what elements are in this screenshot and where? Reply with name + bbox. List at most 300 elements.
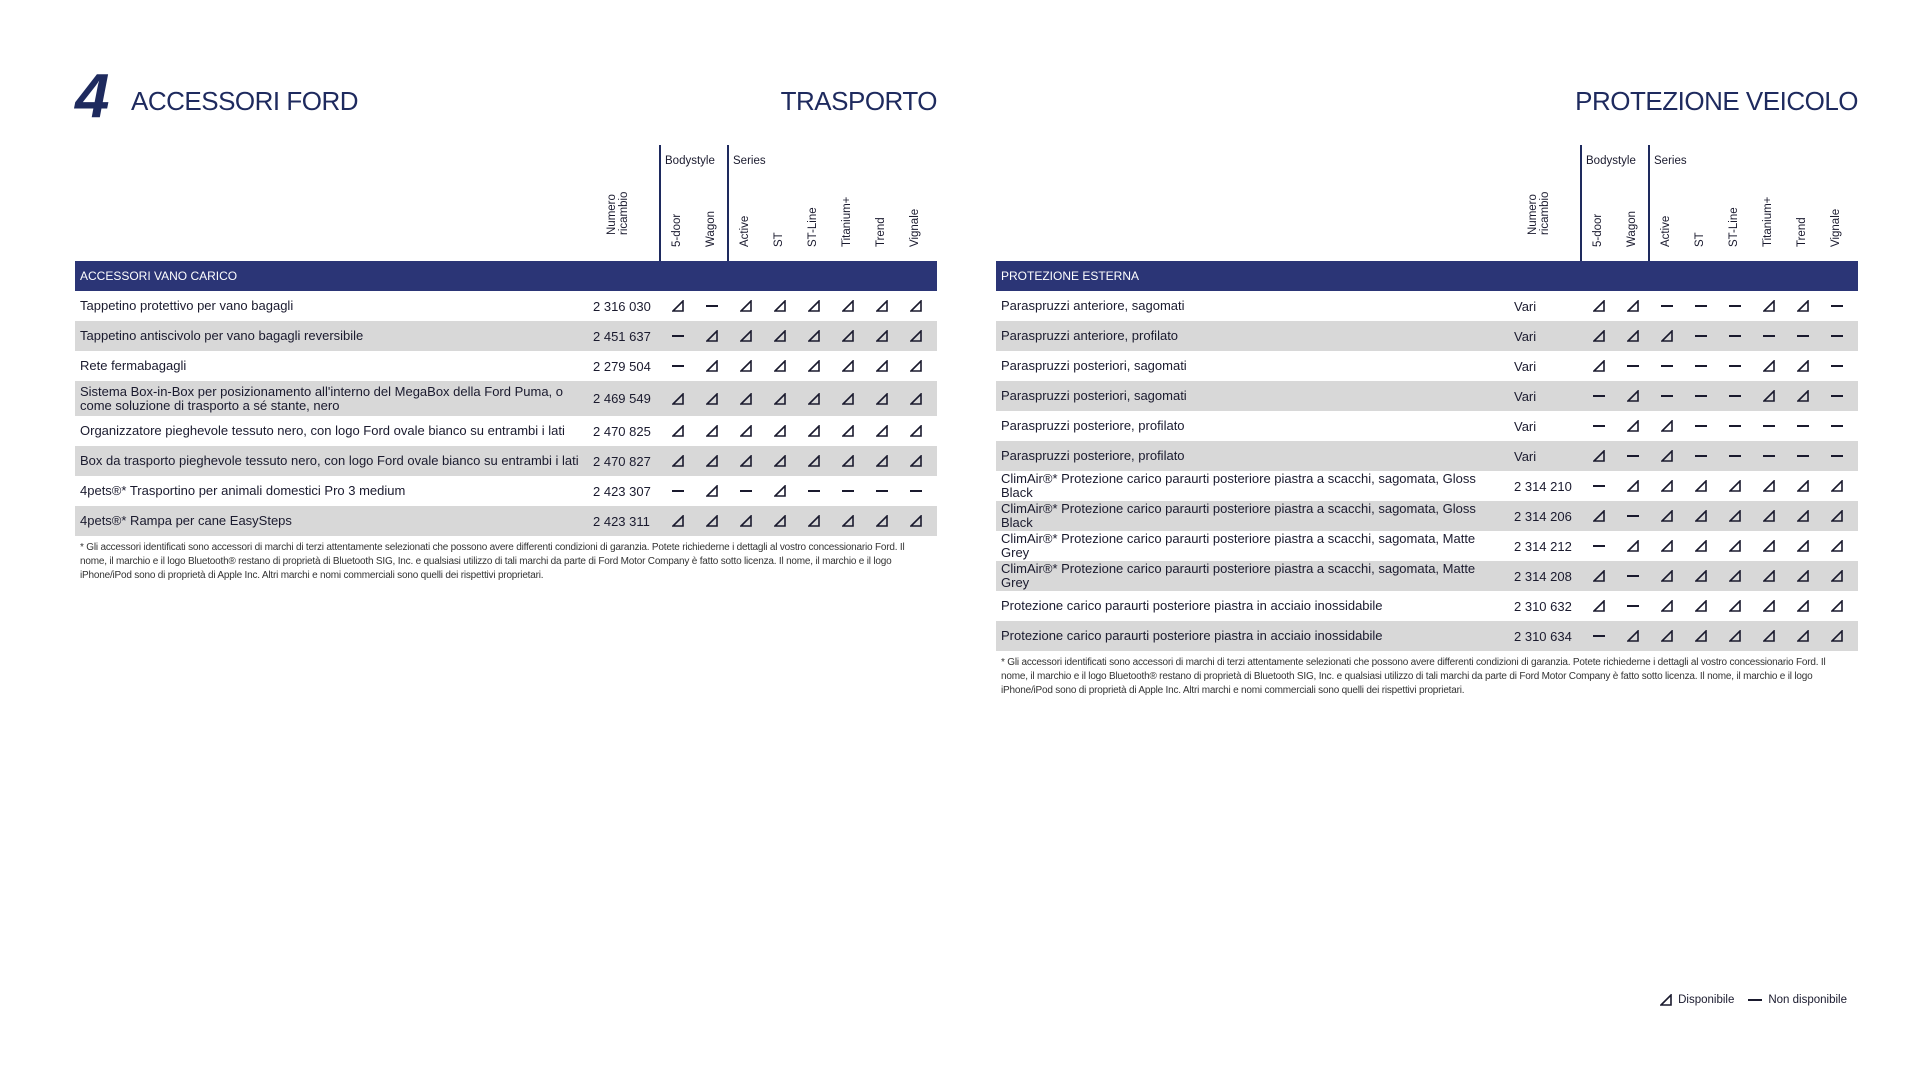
availability-cell bbox=[899, 506, 933, 536]
available-icon bbox=[1627, 300, 1639, 312]
availability-cell bbox=[1820, 531, 1854, 561]
table-row bbox=[996, 351, 1858, 381]
available-icon bbox=[1661, 330, 1673, 342]
part-number: 2 451 637 bbox=[593, 328, 651, 344]
availability-cell bbox=[797, 446, 831, 476]
dash-icon bbox=[1763, 425, 1775, 427]
availability-cell bbox=[1786, 531, 1820, 561]
available-icon bbox=[740, 360, 752, 372]
item-description: Sistema Box-in-Box per posizionamento all'interno del MegaBox della Ford Puma, o come soluzione di trasporto a sé stante, nero bbox=[80, 383, 564, 413]
availability-cell bbox=[1684, 441, 1718, 471]
item-description: Box da trasporto pieghevole tessuto nero, con logo Ford ovale bianco su entrambi i lati bbox=[80, 453, 579, 468]
available-icon bbox=[876, 425, 888, 437]
availability-cell bbox=[1820, 411, 1854, 441]
group-heading: ACCESSORI VANO CARICO bbox=[75, 261, 937, 291]
column-header-text: Wagon bbox=[705, 210, 717, 247]
column-header-text: Vignale bbox=[1830, 208, 1842, 247]
availability-cell bbox=[899, 351, 933, 381]
legend-available-label: Disponibile bbox=[1678, 994, 1735, 1006]
dash-icon bbox=[1593, 395, 1605, 397]
item-description: ClimAir®* Protezione carico paraurti posteriore piastra a scacchi, sagomata, Matte Grey bbox=[1001, 561, 1476, 590]
available-icon bbox=[842, 425, 854, 437]
available-icon bbox=[842, 515, 854, 527]
available-icon bbox=[842, 360, 854, 372]
column-header bbox=[1650, 169, 1684, 259]
availability-cell bbox=[1616, 591, 1650, 621]
table-row bbox=[996, 561, 1858, 591]
available-icon bbox=[1797, 630, 1809, 642]
table-row bbox=[75, 321, 937, 351]
dash-icon bbox=[1695, 425, 1707, 427]
availability-cell bbox=[729, 416, 763, 446]
availability-cell bbox=[1582, 621, 1616, 651]
dash-icon bbox=[1763, 335, 1775, 337]
dash-icon bbox=[1797, 335, 1809, 337]
table-row bbox=[75, 476, 937, 506]
available-icon bbox=[910, 330, 922, 342]
item-description: Paraspruzzi anteriore, sagomati bbox=[1001, 298, 1185, 313]
available-icon bbox=[1695, 570, 1707, 582]
dash-icon bbox=[740, 490, 752, 492]
availability-cell bbox=[1684, 561, 1718, 591]
available-icon bbox=[1763, 570, 1775, 582]
available-icon bbox=[1831, 510, 1843, 522]
dash-icon bbox=[1695, 455, 1707, 457]
available-icon bbox=[1729, 600, 1741, 612]
table-row bbox=[996, 531, 1858, 561]
dash-icon bbox=[1627, 515, 1639, 517]
availability-cell bbox=[1684, 351, 1718, 381]
dash-icon bbox=[1627, 605, 1639, 607]
available-icon bbox=[910, 455, 922, 467]
available-icon bbox=[1763, 600, 1775, 612]
availability-cell bbox=[1616, 411, 1650, 441]
column-header-text: Wagon bbox=[1626, 210, 1638, 247]
availability-cell bbox=[763, 321, 797, 351]
available-icon bbox=[808, 393, 820, 405]
group-label-bodystyle: Bodystyle bbox=[665, 155, 715, 167]
availability-cell bbox=[1718, 411, 1752, 441]
availability-cell bbox=[1684, 501, 1718, 531]
availability-cell bbox=[1582, 591, 1616, 621]
available-icon bbox=[774, 455, 786, 467]
availability-cell bbox=[1650, 471, 1684, 501]
dash-icon bbox=[1729, 305, 1741, 307]
availability-cell bbox=[729, 381, 763, 416]
availability-cell bbox=[1650, 501, 1684, 531]
available-icon bbox=[740, 330, 752, 342]
availability-cell bbox=[1650, 291, 1684, 321]
availability-cell bbox=[729, 506, 763, 536]
available-icon bbox=[740, 425, 752, 437]
availability-cell bbox=[1650, 321, 1684, 351]
availability-cell bbox=[695, 291, 729, 321]
availability-cell bbox=[661, 446, 695, 476]
availability-cell bbox=[661, 381, 695, 416]
availability-cell bbox=[1752, 591, 1786, 621]
column-header bbox=[1684, 169, 1718, 259]
dash-icon bbox=[808, 490, 820, 492]
column-header-text: ST-Line bbox=[1728, 207, 1740, 247]
availability-cell bbox=[1820, 591, 1854, 621]
part-number: 2 470 825 bbox=[593, 423, 651, 439]
availability-cell bbox=[1718, 621, 1752, 651]
part-number: 2 423 307 bbox=[593, 483, 651, 499]
available-icon bbox=[1797, 600, 1809, 612]
available-icon bbox=[774, 485, 786, 497]
availability-cell bbox=[1684, 621, 1718, 651]
availability-cell bbox=[1582, 441, 1616, 471]
availability-cell bbox=[1752, 351, 1786, 381]
availability-cell bbox=[763, 446, 797, 476]
availability-cell bbox=[763, 351, 797, 381]
available-icon bbox=[808, 300, 820, 312]
available-icon bbox=[1695, 480, 1707, 492]
table-row bbox=[75, 506, 937, 536]
availability-cell bbox=[831, 476, 865, 506]
column-header-text: Titanium+ bbox=[841, 196, 853, 247]
availability-cell bbox=[1650, 351, 1684, 381]
availability-cell bbox=[1616, 501, 1650, 531]
available-icon bbox=[876, 393, 888, 405]
part-number: Vari bbox=[1514, 358, 1537, 374]
availability-cell bbox=[865, 291, 899, 321]
dash-icon bbox=[1729, 395, 1741, 397]
availability-cell bbox=[1820, 471, 1854, 501]
availability-cell bbox=[661, 321, 695, 351]
availability-cell bbox=[1650, 411, 1684, 441]
column-header-part-number-text: Numero ricambio bbox=[606, 191, 630, 235]
availability-cell bbox=[1718, 291, 1752, 321]
available-icon bbox=[740, 393, 752, 405]
dash-icon bbox=[1593, 545, 1605, 547]
item-description: Organizzatore pieghevole tessuto nero, con logo Ford ovale bianco su entrambi i lati bbox=[80, 423, 565, 438]
availability-cell bbox=[1786, 561, 1820, 591]
available-icon bbox=[1695, 510, 1707, 522]
column-header bbox=[695, 169, 729, 259]
available-icon bbox=[774, 300, 786, 312]
availability-cell bbox=[1582, 351, 1616, 381]
availability-cell bbox=[1786, 591, 1820, 621]
available-icon bbox=[1729, 540, 1741, 552]
item-description: 4pets®* Trasportino per animali domestici Pro 3 medium bbox=[80, 483, 406, 498]
availability-cell bbox=[831, 416, 865, 446]
available-icon bbox=[910, 300, 922, 312]
availability-cell bbox=[1582, 471, 1616, 501]
availability-cell bbox=[1752, 561, 1786, 591]
dash-icon bbox=[1729, 455, 1741, 457]
availability-cell bbox=[1752, 531, 1786, 561]
availability-cell bbox=[695, 351, 729, 381]
availability-cell bbox=[661, 351, 695, 381]
availability-cell bbox=[865, 416, 899, 446]
table-row bbox=[75, 351, 937, 381]
column-header-text: Trend bbox=[875, 217, 887, 247]
item-description: ClimAir®* Protezione carico paraurti posteriore piastra a scacchi, sagomata, Gloss Black bbox=[1001, 471, 1476, 500]
item-description: Paraspruzzi posteriori, sagomati bbox=[1001, 358, 1187, 373]
availability-cell bbox=[831, 351, 865, 381]
availability-cell bbox=[1820, 321, 1854, 351]
dash-icon bbox=[1695, 305, 1707, 307]
availability-cell bbox=[1650, 381, 1684, 411]
availability-cell bbox=[661, 506, 695, 536]
footnote: * Gli accessori identificati sono accessori di marchi di terzi attentamente selezionati che possono avere differenti condizioni di garanzia. Potete richiederne i dettagli al vostro concessionario Ford. Il nome, il marchio e il logo Bluetooth® restano di proprietà di Bluetooth SIG, Inc. e qualsiasi utilizzo di tali marchi da parte di Ford Motor Company è fatto sotto licenza. Il nome, il marchio e il logo iPhone/iPod sono di proprietà di Apple Inc. Altri marchi e nomi commerciali sono quelli dei rispettivi proprietari. bbox=[1001, 657, 1826, 696]
available-icon bbox=[876, 455, 888, 467]
dash-icon bbox=[1593, 425, 1605, 427]
dash-icon bbox=[1797, 455, 1809, 457]
table-row bbox=[996, 621, 1858, 651]
column-header-text: ST bbox=[773, 232, 785, 247]
availability-cell bbox=[1752, 291, 1786, 321]
availability-cell bbox=[865, 476, 899, 506]
available-icon bbox=[706, 330, 718, 342]
available-icon bbox=[1797, 540, 1809, 552]
available-icon bbox=[1831, 600, 1843, 612]
availability-cell bbox=[831, 321, 865, 351]
availability-cell bbox=[797, 476, 831, 506]
column-header-text: Trend bbox=[1796, 217, 1808, 247]
table-row bbox=[996, 501, 1858, 531]
available-icon bbox=[1831, 480, 1843, 492]
column-header-text: Active bbox=[1660, 215, 1672, 247]
column-header bbox=[797, 169, 831, 259]
table-body bbox=[996, 291, 1858, 651]
available-icon bbox=[706, 393, 718, 405]
item-description: Paraspruzzi posteriore, profilato bbox=[1001, 418, 1185, 433]
availability-cell bbox=[1582, 531, 1616, 561]
dash-icon bbox=[1627, 455, 1639, 457]
availability-cell bbox=[865, 381, 899, 416]
availability-cell bbox=[831, 381, 865, 416]
available-icon bbox=[808, 330, 820, 342]
dash-icon bbox=[1695, 365, 1707, 367]
available-icon bbox=[842, 330, 854, 342]
part-number: 2 310 632 bbox=[1514, 598, 1572, 614]
dash-icon bbox=[1627, 365, 1639, 367]
availability-cell bbox=[695, 446, 729, 476]
availability-cell bbox=[1786, 501, 1820, 531]
item-description: Protezione carico paraurti posteriore piastra in acciaio inossidabile bbox=[1001, 628, 1383, 643]
availability-cell bbox=[1684, 411, 1718, 441]
availability-cell bbox=[1650, 561, 1684, 591]
available-icon bbox=[1661, 480, 1673, 492]
availability-cell bbox=[729, 291, 763, 321]
available-icon bbox=[774, 515, 786, 527]
legend-not-available-label: Non disponibile bbox=[1768, 994, 1847, 1006]
available-icon bbox=[672, 455, 684, 467]
availability-cell bbox=[797, 381, 831, 416]
availability-cell bbox=[1616, 531, 1650, 561]
column-header bbox=[899, 169, 933, 259]
dash-icon bbox=[1831, 425, 1843, 427]
table-row bbox=[75, 381, 937, 416]
available-icon bbox=[1831, 540, 1843, 552]
available-icon bbox=[1627, 540, 1639, 552]
part-number: 2 310 634 bbox=[1514, 628, 1572, 644]
dash-icon bbox=[672, 490, 684, 492]
column-header bbox=[729, 169, 763, 259]
dash-icon bbox=[876, 490, 888, 492]
dash-icon bbox=[672, 335, 684, 337]
availability-cell bbox=[1616, 441, 1650, 471]
availability-cell bbox=[831, 291, 865, 321]
availability-cell bbox=[1752, 621, 1786, 651]
availability-cell bbox=[899, 416, 933, 446]
availability-cell bbox=[695, 321, 729, 351]
table-header bbox=[996, 145, 1858, 261]
available-icon bbox=[1661, 540, 1673, 552]
available-icon bbox=[672, 393, 684, 405]
availability-cell bbox=[729, 351, 763, 381]
available-icon bbox=[1627, 390, 1639, 402]
available-icon bbox=[1627, 330, 1639, 342]
available-icon bbox=[1763, 510, 1775, 522]
available-icon bbox=[1593, 330, 1605, 342]
available-icon bbox=[1627, 480, 1639, 492]
availability-cell bbox=[1820, 351, 1854, 381]
availability-cell bbox=[865, 351, 899, 381]
availability-cell bbox=[1752, 501, 1786, 531]
availability-cell bbox=[1582, 411, 1616, 441]
item-description: Tappetino antiscivolo per vano bagagli reversibile bbox=[80, 328, 364, 343]
available-icon bbox=[1763, 480, 1775, 492]
column-header-part-number bbox=[1522, 169, 1556, 259]
dash-icon bbox=[1661, 365, 1673, 367]
available-icon bbox=[1763, 630, 1775, 642]
available-icon bbox=[808, 425, 820, 437]
availability-cell bbox=[1786, 471, 1820, 501]
availability-cell bbox=[695, 416, 729, 446]
availability-cell bbox=[1616, 381, 1650, 411]
dash-icon bbox=[910, 490, 922, 492]
availability-cell bbox=[1786, 321, 1820, 351]
availability-cell bbox=[1684, 321, 1718, 351]
available-icon bbox=[1660, 994, 1672, 1006]
availability-cell bbox=[1616, 351, 1650, 381]
chapter-number: 4 bbox=[75, 62, 110, 131]
part-number: Vari bbox=[1514, 328, 1537, 344]
availability-cell bbox=[763, 416, 797, 446]
part-number: 2 314 210 bbox=[1514, 478, 1572, 494]
available-icon bbox=[1797, 360, 1809, 372]
available-icon bbox=[1763, 390, 1775, 402]
part-number: 2 314 212 bbox=[1514, 538, 1572, 554]
dash-icon bbox=[1763, 455, 1775, 457]
available-icon bbox=[706, 360, 718, 372]
column-header bbox=[1786, 169, 1820, 259]
group-label-series: Series bbox=[1654, 155, 1687, 167]
availability-cell bbox=[1582, 381, 1616, 411]
available-icon bbox=[808, 360, 820, 372]
part-number: 2 469 549 bbox=[593, 391, 651, 406]
availability-cell bbox=[695, 506, 729, 536]
available-icon bbox=[774, 360, 786, 372]
availability-cell bbox=[1684, 531, 1718, 561]
available-icon bbox=[706, 425, 718, 437]
available-icon bbox=[1831, 630, 1843, 642]
availability-cell bbox=[1718, 531, 1752, 561]
column-header bbox=[1582, 169, 1616, 259]
available-icon bbox=[1627, 420, 1639, 432]
availability-cell bbox=[1718, 591, 1752, 621]
available-icon bbox=[1797, 510, 1809, 522]
availability-cell bbox=[1752, 411, 1786, 441]
available-icon bbox=[672, 515, 684, 527]
available-icon bbox=[1763, 540, 1775, 552]
availability-cell bbox=[1616, 621, 1650, 651]
chapter-title: ACCESSORI FORD bbox=[131, 86, 359, 116]
availability-cell bbox=[763, 381, 797, 416]
available-icon bbox=[910, 515, 922, 527]
availability-cell bbox=[865, 506, 899, 536]
available-icon bbox=[1797, 390, 1809, 402]
available-icon bbox=[1763, 300, 1775, 312]
dash-icon bbox=[1831, 455, 1843, 457]
item-description: 4pets®* Rampa per cane EasySteps bbox=[80, 513, 292, 528]
availability-cell bbox=[797, 321, 831, 351]
available-icon bbox=[910, 425, 922, 437]
availability-cell bbox=[1582, 321, 1616, 351]
part-number: Vari bbox=[1514, 388, 1537, 404]
available-icon bbox=[1729, 510, 1741, 522]
item-description: Rete fermabagagli bbox=[80, 358, 187, 373]
part-number: Vari bbox=[1514, 448, 1537, 464]
table-row bbox=[996, 411, 1858, 441]
available-icon bbox=[1695, 600, 1707, 612]
availability-cell bbox=[1684, 591, 1718, 621]
availability-cell bbox=[1718, 321, 1752, 351]
available-icon bbox=[842, 393, 854, 405]
availability-cell bbox=[1616, 561, 1650, 591]
availability-cell bbox=[1820, 291, 1854, 321]
dash-icon bbox=[1627, 575, 1639, 577]
available-icon bbox=[876, 360, 888, 372]
availability-cell bbox=[1786, 621, 1820, 651]
table-row bbox=[996, 321, 1858, 351]
availability-cell bbox=[1582, 561, 1616, 591]
availability-cell bbox=[1786, 291, 1820, 321]
availability-cell bbox=[1786, 351, 1820, 381]
available-icon bbox=[706, 485, 718, 497]
availability-cell bbox=[1718, 351, 1752, 381]
available-icon bbox=[672, 425, 684, 437]
column-header bbox=[831, 169, 865, 259]
available-icon bbox=[706, 455, 718, 467]
availability-cell bbox=[729, 321, 763, 351]
dash-icon bbox=[1729, 335, 1741, 337]
available-icon bbox=[1661, 600, 1673, 612]
column-header bbox=[1820, 169, 1854, 259]
column-header-text: Vignale bbox=[909, 208, 921, 247]
availability-cell bbox=[1684, 291, 1718, 321]
part-number: 2 470 827 bbox=[593, 453, 651, 469]
available-icon bbox=[1593, 300, 1605, 312]
item-description: ClimAir®* Protezione carico paraurti posteriore piastra a scacchi, sagomata, Gloss Black bbox=[1001, 501, 1476, 530]
availability-cell bbox=[763, 291, 797, 321]
availability-cell bbox=[1786, 441, 1820, 471]
available-icon bbox=[842, 455, 854, 467]
available-icon bbox=[1593, 510, 1605, 522]
available-icon bbox=[740, 455, 752, 467]
availability-cell bbox=[1752, 441, 1786, 471]
table-row bbox=[996, 471, 1858, 501]
availability-cell bbox=[1718, 501, 1752, 531]
table-row bbox=[996, 591, 1858, 621]
available-icon bbox=[1729, 570, 1741, 582]
available-icon bbox=[774, 393, 786, 405]
available-icon bbox=[808, 515, 820, 527]
availability-cell bbox=[1582, 501, 1616, 531]
